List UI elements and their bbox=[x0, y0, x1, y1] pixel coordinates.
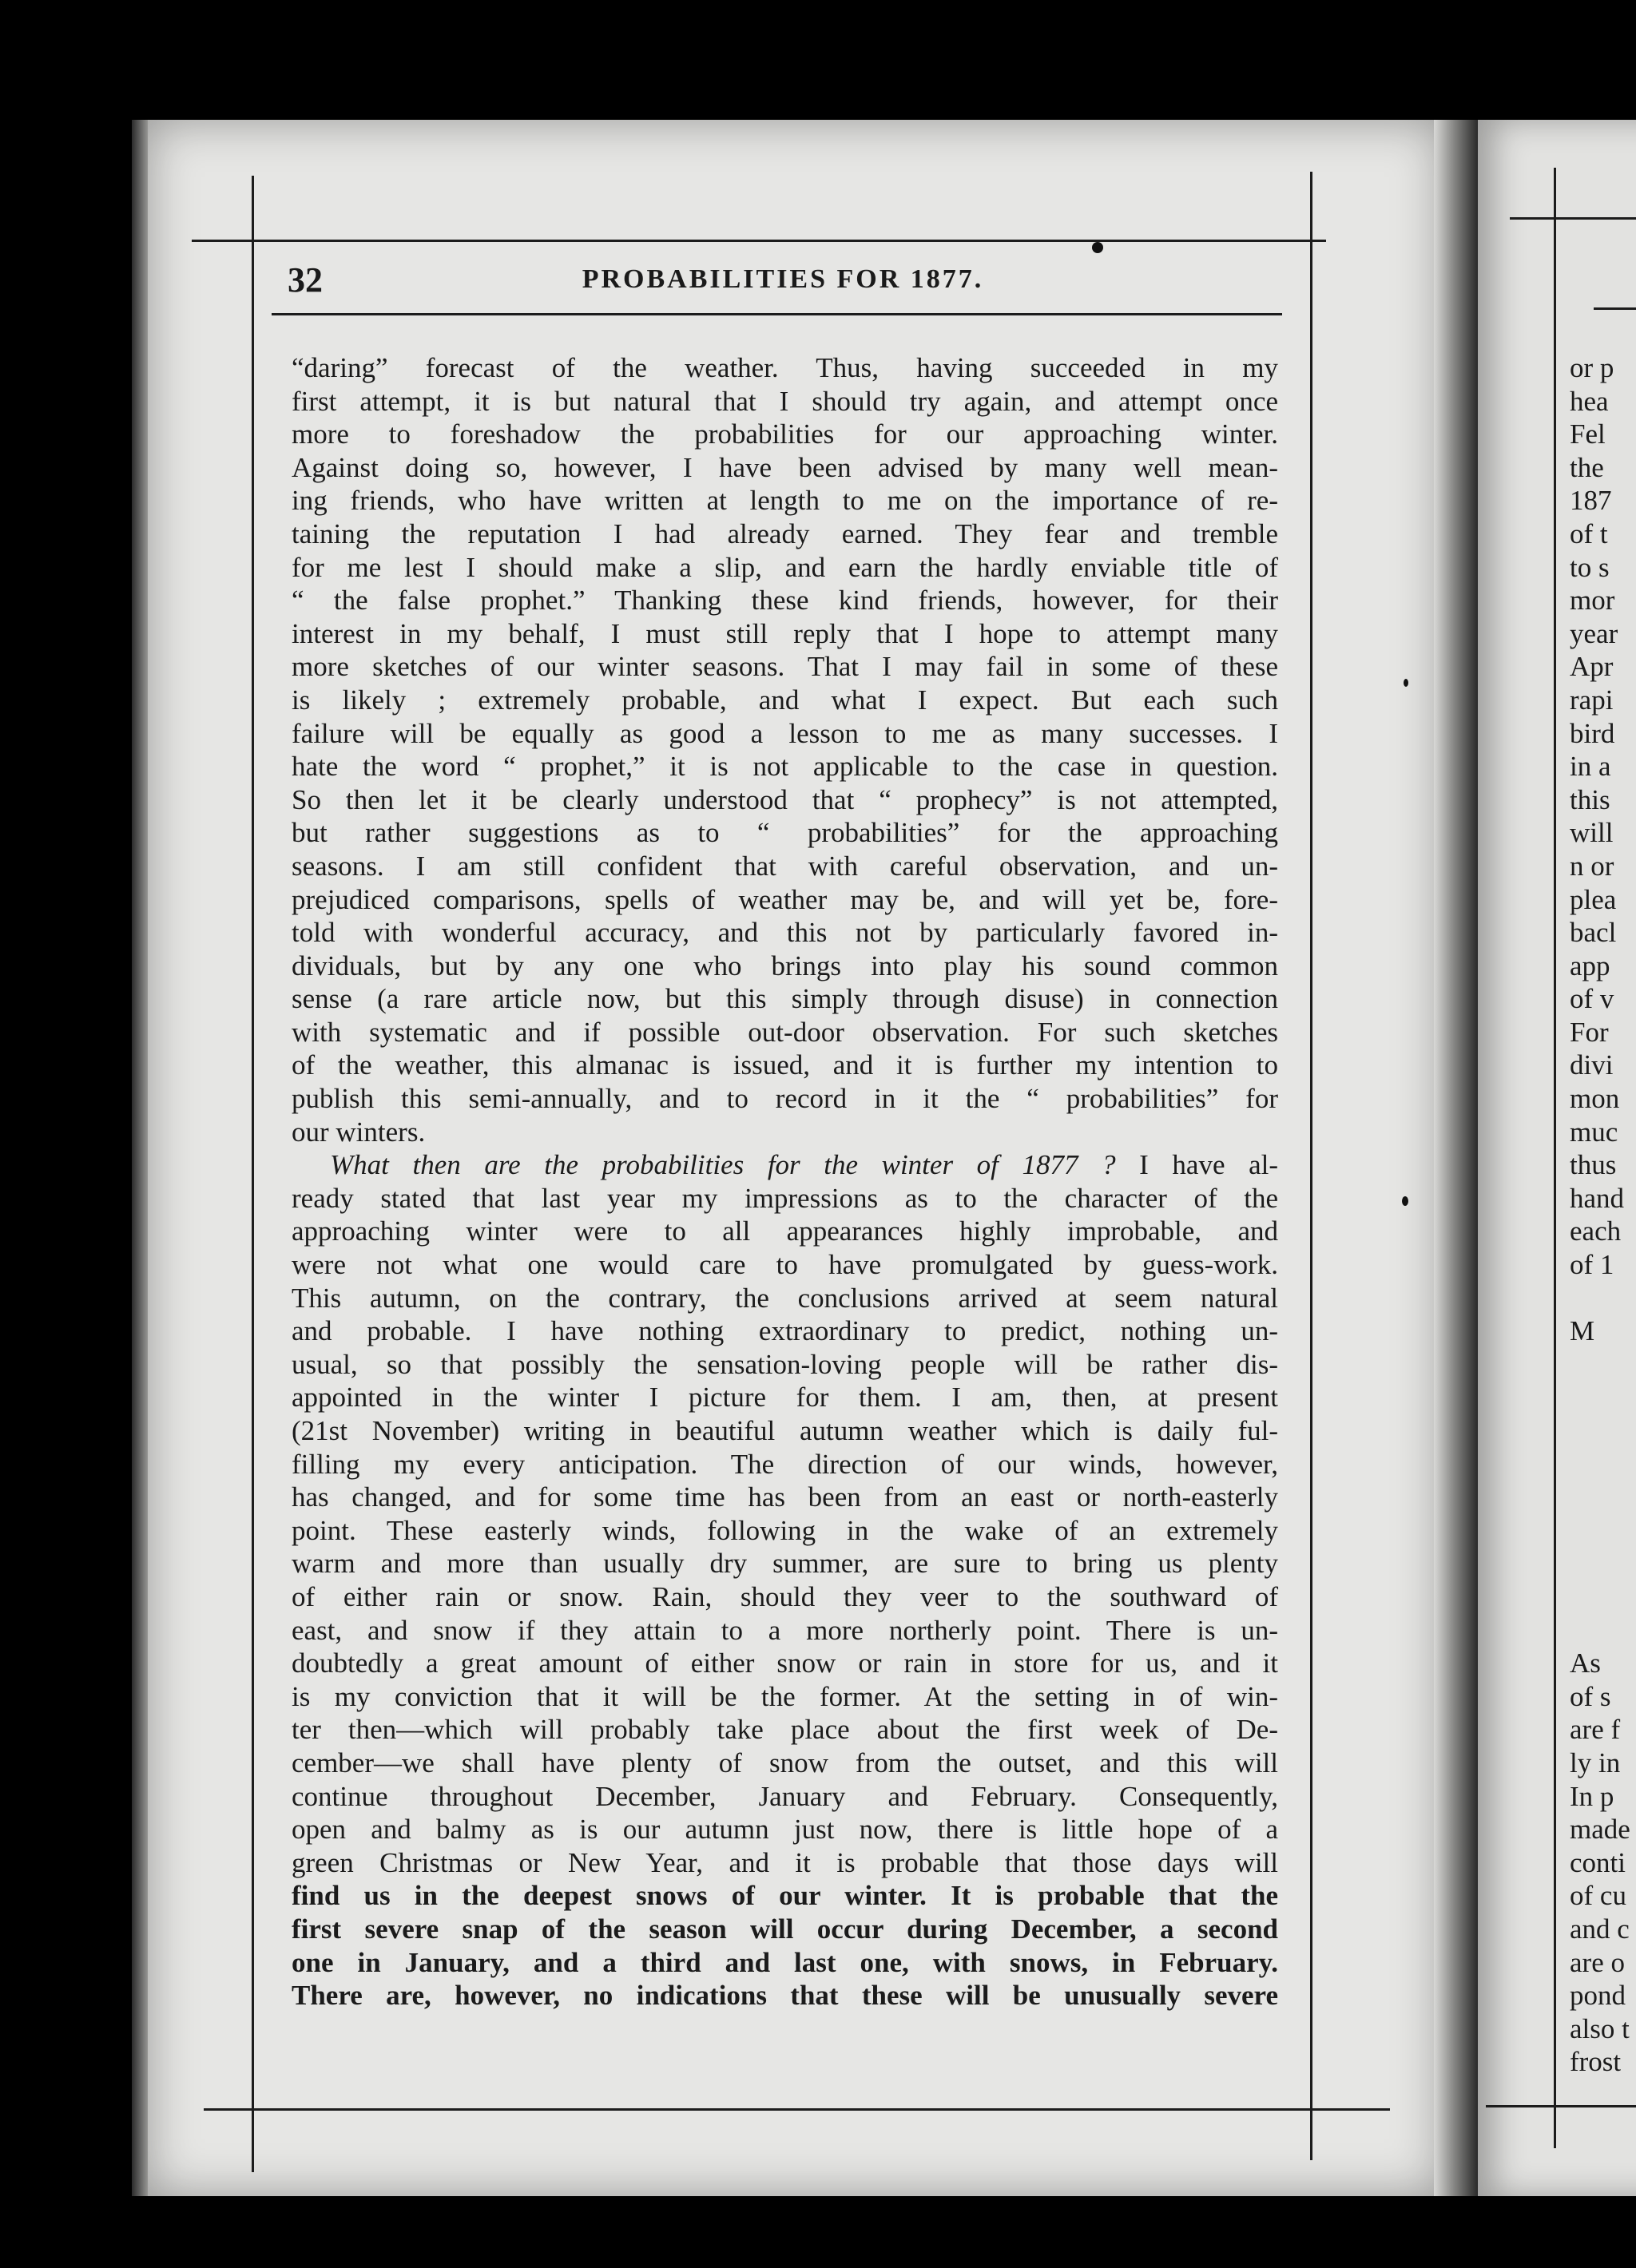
text-line: more to foreshadow the probabilities for our approaching winter. bbox=[292, 418, 1278, 450]
text-line: but rather suggestions as to “ probabilities” for the approaching bbox=[292, 817, 1278, 849]
text-line: dividuals, but by any one who brings into play his sound common bbox=[292, 950, 1278, 981]
facing-line-fragment bbox=[1570, 1282, 1636, 1315]
text-line: ready stated that last year my impressions as to the character of the bbox=[292, 1182, 1278, 1214]
facing-line-fragment: conti bbox=[1570, 1846, 1626, 1878]
facing-line-fragment bbox=[1570, 1547, 1636, 1580]
facing-line-fragment bbox=[1570, 1414, 1636, 1448]
text-line: So then let it be clearly understood that “ prophecy” is not attempted, bbox=[292, 783, 1278, 815]
facing-line-fragment: In p bbox=[1570, 1780, 1614, 1812]
facing-line-fragment: M bbox=[1570, 1315, 1595, 1347]
facing-line-fragment: ly in bbox=[1570, 1747, 1621, 1778]
top-frame-rule bbox=[192, 240, 1326, 242]
text-line: hate the word “ prophet,” it is not applicable to the case in question. bbox=[292, 751, 1278, 783]
text-line: publish this semi-annually, and to record in it the “ probabilities” for bbox=[292, 1083, 1278, 1115]
facing-line-fragment: of v bbox=[1570, 983, 1614, 1015]
text-line: is my conviction that it will be the former. At the setting in of win- bbox=[292, 1680, 1278, 1712]
ink-speck bbox=[1402, 1196, 1408, 1206]
text-line: has changed, and for some time has been from an east or north-easterly bbox=[292, 1481, 1278, 1513]
text-line: approaching winter were to all appearances highly improbable, and bbox=[292, 1215, 1278, 1247]
facing-line-fragment: of cu bbox=[1570, 1880, 1626, 1912]
text-line: told with wonderful accuracy, and this not by particularly favored in- bbox=[292, 917, 1278, 949]
text-line: doubtedly a great amount of either snow or rain in store for us, and it bbox=[292, 1647, 1278, 1679]
facing-line-fragment: are f bbox=[1570, 1714, 1621, 1746]
facing-line-fragment: bird bbox=[1570, 717, 1615, 749]
text-line: and probable. I have nothing extraordinary to predict, nothing un- bbox=[292, 1315, 1278, 1347]
facing-top-rule bbox=[1510, 217, 1636, 220]
facing-line-fragment: bacl bbox=[1570, 917, 1617, 949]
page-header bbox=[288, 260, 1278, 307]
paragraph-2 bbox=[292, 1148, 1278, 2012]
text-line: continue throughout December, January and February. Consequently, bbox=[292, 1780, 1278, 1812]
text-line: first attempt, it is but natural that I should try again, and attempt once bbox=[292, 385, 1278, 417]
running-title: PROBABILITIES FOR 1877. bbox=[582, 264, 984, 294]
facing-line-fragment: also t bbox=[1570, 2012, 1630, 2044]
facing-line-fragment bbox=[1570, 1481, 1636, 1514]
facing-line-fragment: or p bbox=[1570, 352, 1614, 383]
text-line: open and balmy as is our autumn just now, there is little hope of a bbox=[292, 1814, 1278, 1846]
text-line: usual, so that possibly the sensation-loving people will be rather dis- bbox=[292, 1348, 1278, 1380]
facing-line-fragment: each bbox=[1570, 1215, 1622, 1247]
text-line: seasons. I am still confident that with careful observation, and un- bbox=[292, 850, 1278, 882]
facing-bottom-rule bbox=[1486, 2105, 1636, 2107]
text-line: one in January, and a third and last one, with snows, in February. bbox=[292, 1946, 1278, 1978]
text-line: more sketches of our winter seasons. That I may fail in some of these bbox=[292, 651, 1278, 683]
facing-header-rule bbox=[1594, 307, 1636, 310]
facing-line-fragment: 187 bbox=[1570, 485, 1612, 517]
page-number: 32 bbox=[288, 260, 323, 299]
ink-speck bbox=[1404, 679, 1408, 687]
text-line: filling my every anticipation. The direction of our winds, however, bbox=[292, 1448, 1278, 1480]
facing-line-fragment: app bbox=[1570, 950, 1610, 981]
facing-line-fragment: Fel bbox=[1570, 418, 1606, 450]
text-line: appointed in the winter I picture for them. I am, then, at present bbox=[292, 1382, 1278, 1414]
facing-line-fragment: of 1 bbox=[1570, 1249, 1614, 1281]
facing-line-fragment: mor bbox=[1570, 585, 1615, 617]
center-gutter bbox=[1434, 120, 1482, 2196]
paragraph-1 bbox=[292, 351, 1278, 1148]
text-line: point. These easterly winds, following in the wake of an extremely bbox=[292, 1514, 1278, 1546]
text-line: This autumn, on the contrary, the conclusions arrived at seem natural bbox=[292, 1282, 1278, 1314]
facing-line-fragment bbox=[1570, 1580, 1636, 1614]
facing-line-fragment: of t bbox=[1570, 517, 1608, 549]
text-line: ter then—which will probably take place about the first week of De- bbox=[292, 1714, 1278, 1746]
facing-line-fragment bbox=[1570, 1381, 1636, 1414]
italic-question: What then are the probabilities for the winter of 1877 ? bbox=[330, 1149, 1116, 1181]
facing-line-fragment: the bbox=[1570, 451, 1604, 483]
text-line: our winters. bbox=[292, 1116, 426, 1148]
facing-line-fragment: frost bbox=[1570, 2046, 1622, 2078]
text-line: find us in the deepest snows of our winter. It is probable that the bbox=[292, 1880, 1278, 1912]
facing-line-fragment: are o bbox=[1570, 1946, 1625, 1978]
facing-line-fragment: to s bbox=[1570, 551, 1610, 583]
facing-line-fragment: For bbox=[1570, 1016, 1609, 1048]
text-line: warm and more than usually dry summer, are sure to bring us plenty bbox=[292, 1548, 1278, 1580]
facing-line-fragment: hand bbox=[1570, 1182, 1625, 1214]
text-line: prejudiced comparisons, spells of weather may be, and will yet be, fore- bbox=[292, 883, 1278, 915]
facing-line-fragment: in a bbox=[1570, 751, 1611, 783]
text-line: of the weather, this almanac is issued, and it is further my intention to bbox=[292, 1049, 1278, 1081]
facing-line-fragment: hea bbox=[1570, 385, 1609, 417]
text-line: east, and snow if they attain to a more northerly point. There is un- bbox=[292, 1614, 1278, 1646]
text-line: (21st November) writing in beautiful autumn weather which is daily ful- bbox=[292, 1415, 1278, 1446]
text-line: interest in my behalf, I must still reply that I hope to attempt many bbox=[292, 617, 1278, 649]
facing-page-text bbox=[1570, 351, 1636, 2079]
text-line: cember—we shall have plenty of snow from the outset, and this will bbox=[292, 1747, 1278, 1778]
facing-line-fragment: thus bbox=[1570, 1149, 1617, 1181]
text-line: of either rain or snow. Rain, should they veer to the southward of bbox=[292, 1580, 1278, 1612]
facing-line-fragment: made bbox=[1570, 1814, 1630, 1846]
facing-line-fragment: will bbox=[1570, 817, 1614, 849]
text-line: Against doing so, however, I have been advised by many well mean- bbox=[292, 451, 1278, 483]
text-line: green Christmas or New Year, and it is probable that those days will bbox=[292, 1846, 1278, 1878]
right-frame-rule bbox=[1310, 172, 1312, 2160]
text-line: for me lest I should make a slip, and earn the hardly enviable title of bbox=[292, 551, 1278, 583]
header-rule bbox=[272, 313, 1282, 315]
left-frame-rule bbox=[252, 176, 254, 2172]
facing-line-fragment: rapi bbox=[1570, 684, 1614, 716]
facing-line-fragment bbox=[1570, 1348, 1636, 1382]
facing-line-fragment: of s bbox=[1570, 1680, 1611, 1712]
facing-line-fragment: muc bbox=[1570, 1116, 1618, 1148]
text-line: failure will be equally as good a lesson to me as many successes. I bbox=[292, 717, 1278, 749]
facing-line-fragment bbox=[1570, 1448, 1636, 1481]
facing-line-fragment: mon bbox=[1570, 1083, 1620, 1115]
facing-line-fragment: year bbox=[1570, 617, 1618, 649]
text-line: sense (a rare article now, but this simply through disuse) in connection bbox=[292, 983, 1278, 1015]
text-line: were not what one would care to have promulgated by guess-work. bbox=[292, 1249, 1278, 1281]
text-line: There are, however, no indications that these will be unusually severe bbox=[292, 1980, 1278, 2012]
text-line: taining the reputation I had already earned. They fear and tremble bbox=[292, 517, 1278, 549]
text-line: is likely ; extremely probable, and what I expect. But each such bbox=[292, 684, 1278, 716]
facing-left-rule bbox=[1554, 168, 1556, 2148]
bottom-frame-rule bbox=[204, 2108, 1390, 2111]
article-body bbox=[292, 351, 1278, 2012]
facing-line-fragment: As bbox=[1570, 1647, 1601, 1679]
text-line bbox=[292, 1148, 1278, 1182]
facing-line-fragment bbox=[1570, 1614, 1636, 1647]
facing-line-fragment: pond bbox=[1570, 1980, 1626, 2012]
text-line: with systematic and if possible out-door observation. For such sketches bbox=[292, 1016, 1278, 1048]
text-line: “ the false prophet.” Thanking these kind friends, however, for their bbox=[292, 585, 1278, 617]
facing-line-fragment: and c bbox=[1570, 1913, 1630, 1945]
text-line: ing friends, who have written at length to me on the importance of re- bbox=[292, 485, 1278, 517]
facing-line-fragment bbox=[1570, 1514, 1636, 1548]
facing-line-fragment: Apr bbox=[1570, 651, 1614, 683]
text-run: I have al- bbox=[1115, 1149, 1278, 1181]
text-line: first severe snap of the season will occur during December, a second bbox=[292, 1913, 1278, 1945]
facing-line-fragment: divi bbox=[1570, 1049, 1614, 1081]
facing-line-fragment: plea bbox=[1570, 883, 1617, 915]
facing-line-fragment: this bbox=[1570, 783, 1610, 815]
ink-speck bbox=[1092, 242, 1103, 253]
text-line: “daring” forecast of the weather. Thus, having succeeded in my bbox=[292, 352, 1278, 383]
facing-line-fragment: n or bbox=[1570, 850, 1614, 882]
